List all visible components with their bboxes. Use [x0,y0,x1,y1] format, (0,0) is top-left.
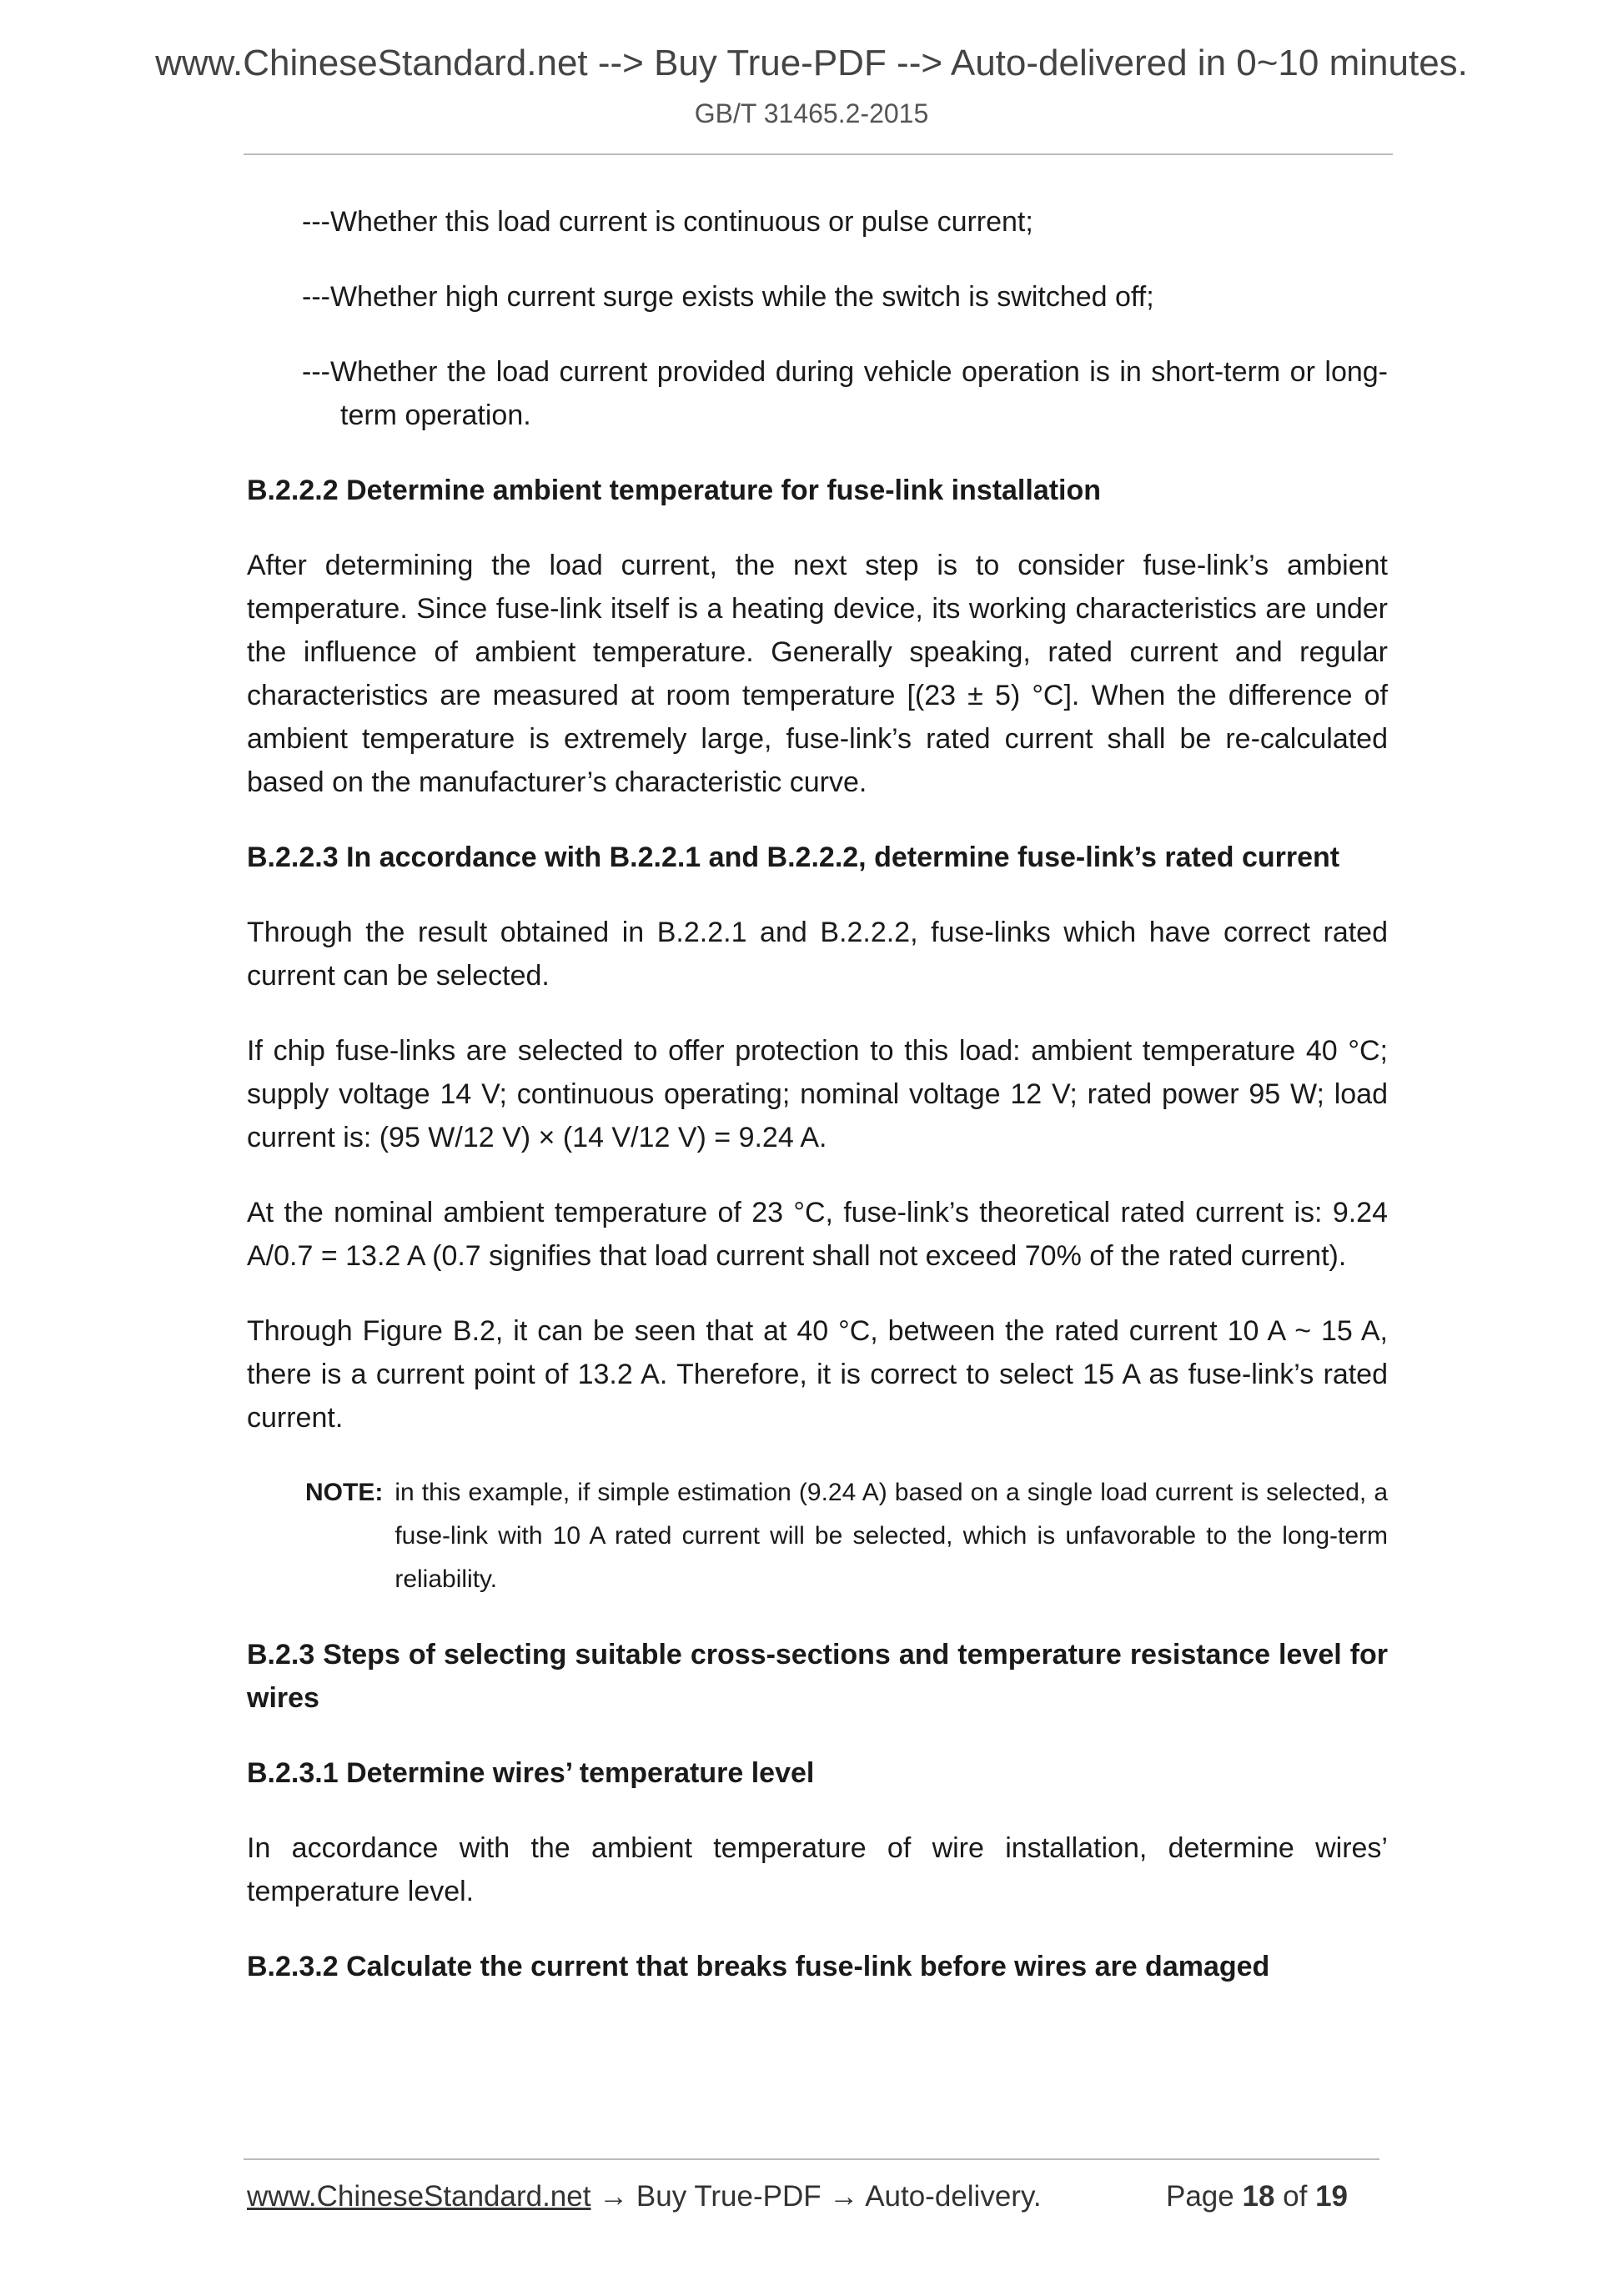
standard-code: GB/T 31465.2-2015 [694,98,929,128]
heading-b2-2-3: B.2.2.3 In accordance with B.2.2.1 and B.2.2.2, determine fuse-link’s rated current [247,842,1340,873]
page-current: 18 [1242,2180,1275,2213]
arrow-icon: → [590,2180,636,2213]
footer-site-link[interactable]: www.ChineseStandard.net [247,2180,591,2213]
page-word: Page [1166,2180,1234,2213]
paragraph-ambient-temperature: After determining the load current, the next step is to consider fuse-link’s ambient temperature. Since fuse-link itself is a heating device, its working characteristics are under the influence of ambient temperature. Generally speaking, rated current and regular characteristics are measured at room temperature [(23 ± 5) °C]. When the difference of ambient temperature is extremely large, fuse-link’s rated current shall be re-calculated based on the manufacturer’s characteristic curve. [247,550,1388,798]
heading-b2-3: B.2.3 Steps of selecting suitable cross-sections and temperature resistance level for wires [247,1639,1388,1714]
dash-item-operation-term: ---Whether the load current provided during vehicle operation is in short-term or long-term operation. [302,356,1388,431]
footer-buy-text: Buy True-PDF [636,2180,822,2213]
dash-item-continuous-pulse: ---Whether this load current is continuous or pulse current; [302,206,1033,238]
paragraph-chip-fuse-links: If chip fuse-links are selected to offer protection to this load: ambient temperature 40 °C; supply voltage 14 V; continuous operating; nominal voltage 12 V; rated power 95 W; load current is: (95 W/12 V) × (14 V/12 V) = 9.24 A. [247,1035,1388,1153]
footer-delivery-text: Auto-delivery. [865,2180,1042,2213]
of-word: of [1283,2180,1308,2213]
page-number [1166,2180,1348,2213]
page-content [247,200,1388,2020]
paragraph-result: Through the result obtained in B.2.2.1 and B.2.2.2, fuse-links which have correct rated current can be selected. [247,917,1388,992]
arrow-icon: → [821,2180,866,2213]
note-text: in this example, if simple estimation (9.24 A) based on a single load current is selected, a fuse-link with 10 A rated current will be selected, which is unfavorable to the long-term reliability. [394,1479,1388,1593]
note-block [305,1471,1388,1601]
footer-divider [244,2158,1379,2160]
heading-b2-3-2: B.2.3.2 Calculate the current that breaks fuse-link before wires are damaged [247,1951,1270,1982]
heading-b2-3-1: B.2.3.1 Determine wires’ temperature level [247,1757,815,1789]
paragraph-nominal-temperature: At the nominal ambient temperature of 23 °C, fuse-link’s theoretical rated current is: 9.24 A/0.7 = 13.2 A (0.7 signifies that load current shall not exceed 70% of the rated current). [247,1197,1388,1272]
footer-links [247,2180,1042,2213]
header-divider [244,153,1393,155]
page-total: 19 [1315,2180,1349,2213]
dash-item-current-surge: ---Whether high current surge exists while the switch is switched off; [302,281,1154,313]
paragraph-figure-b2: Through Figure B.2, it can be seen that at 40 °C, between the rated current 10 A ~ 15 A, there is a current point of 13.2 A. Therefore, it is correct to select 15 A as fuse-link’s rated current. [247,1315,1388,1434]
heading-b2-2-2: B.2.2.2 Determine ambient temperature for fuse-link installation [247,475,1102,506]
paragraph-wires-temperature: In accordance with the ambient temperature of wire installation, determine wires’ temperature level. [247,1832,1388,1907]
note-label: NOTE: [305,1479,384,1506]
top-banner: www.ChineseStandard.net --> Buy True-PDF --> Auto-delivered in 0~10 minutes. [155,43,1468,83]
